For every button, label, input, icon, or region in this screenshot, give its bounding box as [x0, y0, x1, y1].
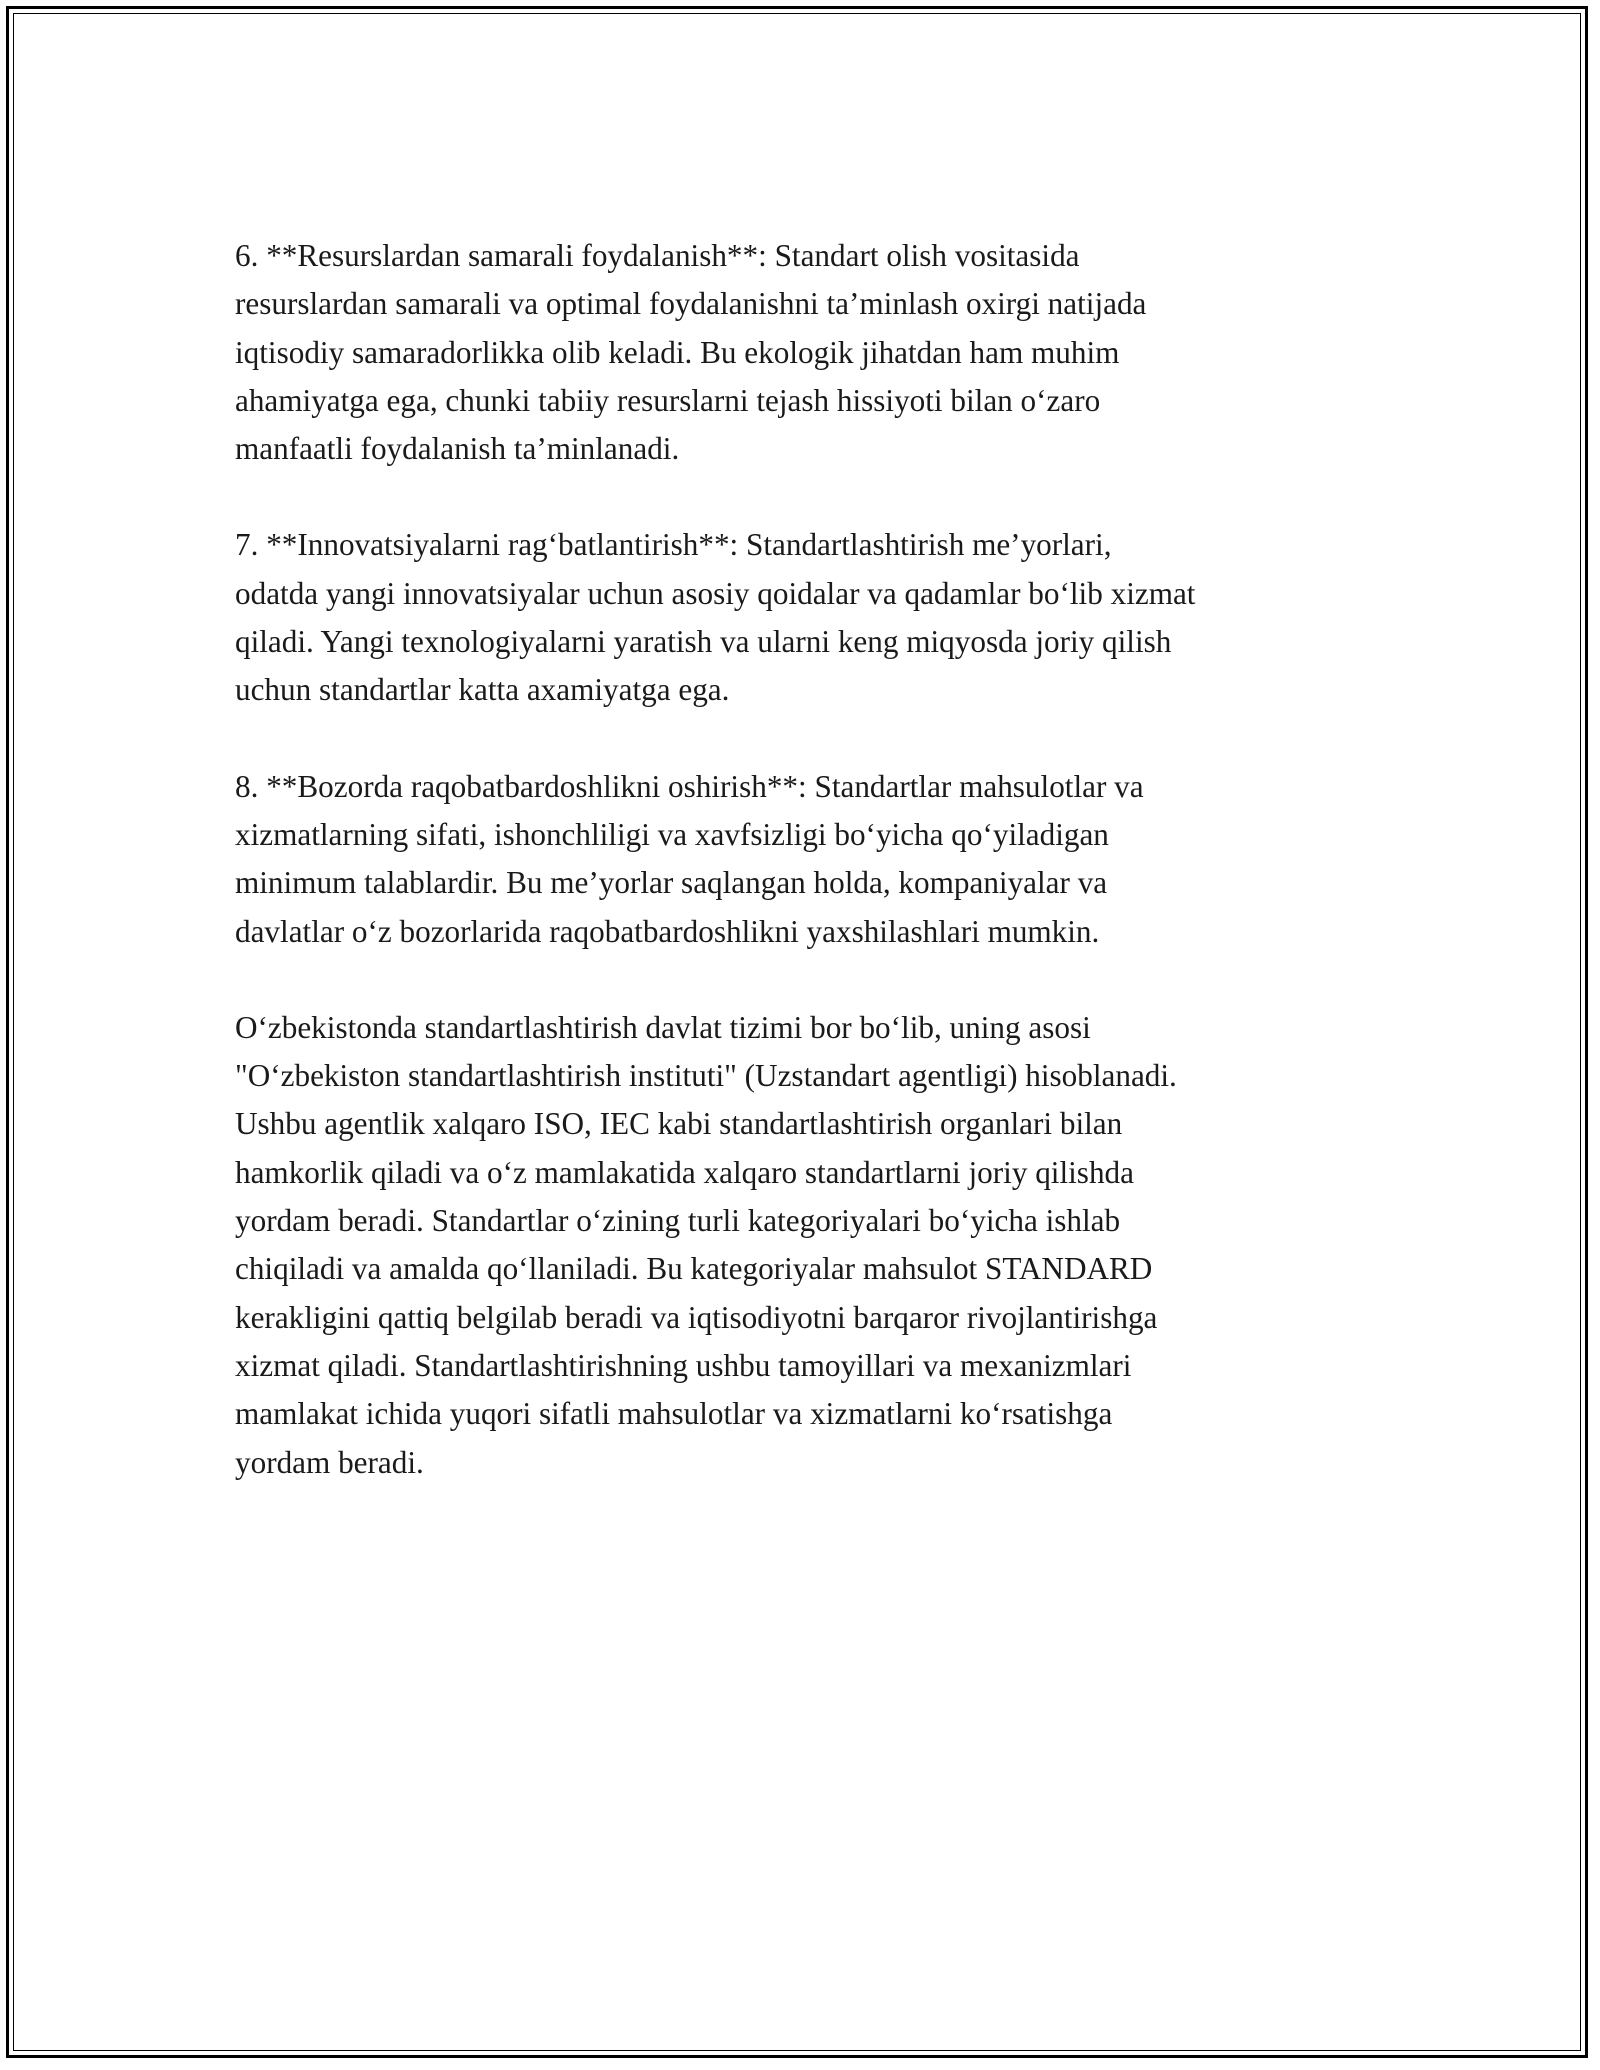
document-body [235, 232, 1385, 1535]
text-line: xizmat qiladi. Standartlashtirishning ushbu tamoyillari va mexanizmlari [235, 1347, 1132, 1383]
text-line: kerakligini qattiq belgilab beradi va iqtisodiyotni barqaror rivojlantirishga [235, 1299, 1158, 1335]
text-line: uchun standartlar katta axamiyatga ega. [235, 672, 730, 708]
text-line: iqtisodiy samaradorlikka olib keladi. Bu ekologik jihatdan ham muhim [235, 334, 1120, 370]
text-line: minimum talablardir. Bu me’yorlar saqlangan holda, kompaniyalar va [235, 865, 1108, 901]
text-line: mamlakat ichida yuqori sifatli mahsulotlar va xizmatlarni ko‘rsatishga [235, 1396, 1113, 1432]
text-line: O‘zbekistonda standartlashtirish davlat tizimi bor bo‘lib, uning asosi [235, 1009, 1091, 1045]
paragraph-uzbekistan [235, 1004, 1385, 1487]
paragraph-point-6 [235, 232, 1385, 473]
text-line: Ushbu agentlik xalqaro ISO, IEC kabi standartlashtirish organlari bilan [235, 1106, 1123, 1142]
text-line: xizmatlarning sifati, ishonchliligi va xavfsizligi bo‘yicha qo‘yiladigan [235, 816, 1109, 852]
text-line: qiladi. Yangi texnologiyalarni yaratish va ularni keng miqyosda joriy qilish [235, 624, 1172, 660]
text-line: chiqiladi va amalda qo‘llaniladi. Bu kategoriyalar mahsulot STANDARD [235, 1251, 1153, 1287]
paragraph-point-8 [235, 763, 1385, 956]
text-line: yordam beradi. Standartlar o‘zining turli kategoriyalari bo‘yicha ishlab [235, 1203, 1121, 1239]
paragraph-point-7 [235, 521, 1385, 714]
text-line: 7. **Innovatsiyalarni rag‘batlantirish**: Standartlashtirish me’yorlari, [235, 527, 1112, 563]
text-line: hamkorlik qiladi va o‘z mamlakatida xalqaro standartlarni joriy qilishda [235, 1154, 1134, 1190]
text-line: ahamiyatga ega, chunki tabiiy resurslarni tejash hissiyoti bilan o‘zaro [235, 382, 1101, 418]
text-line: yordam beradi. [235, 1444, 424, 1480]
text-line: 8. **Bozorda raqobatbardoshlikni oshirish**: Standartlar mahsulotlar va [235, 768, 1144, 804]
text-line: manfaatli foydalanish ta’minlanadi. [235, 431, 680, 467]
text-line: resurslardan samarali va optimal foydalanishni ta’minlash oxirgi natijada [235, 286, 1147, 322]
text-line: davlatlar o‘z bozorlarida raqobatbardoshlikni yaxshilashlari mumkin. [235, 913, 1100, 949]
text-line: odatda yangi innovatsiyalar uchun asosiy qoidalar va qadamlar bo‘lib xizmat [235, 575, 1196, 611]
text-line: 6. **Resurslardan samarali foydalanish**: Standart olish vositasida [235, 238, 1080, 273]
text-line: "O‘zbekiston standartlashtirish instituti" (Uzstandart agentligi) hisoblanadi. [235, 1058, 1177, 1094]
